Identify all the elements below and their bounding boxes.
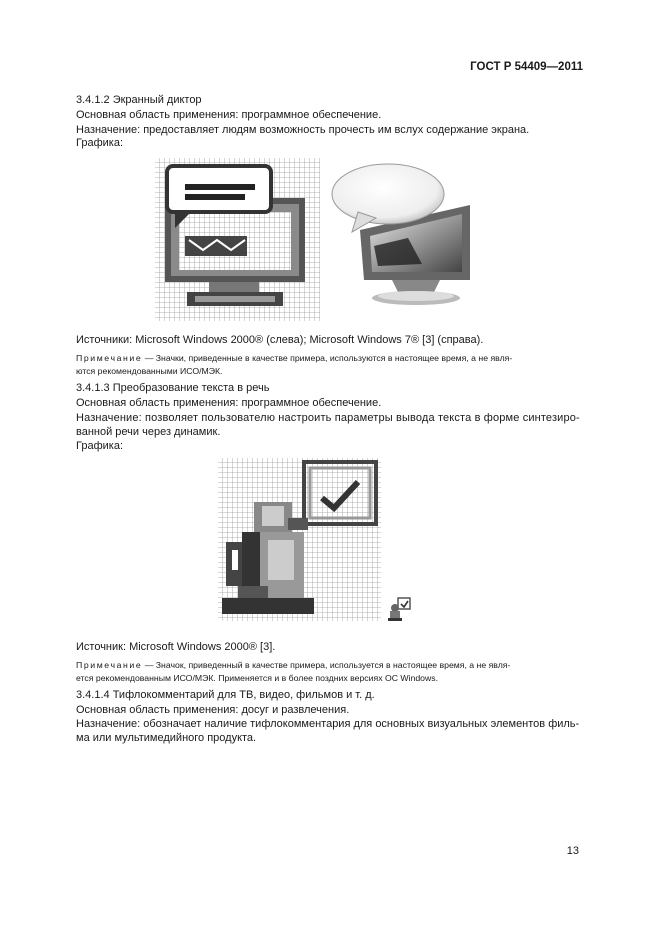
note-label: Примечание bbox=[76, 660, 143, 670]
note-paragraph bbox=[76, 352, 512, 365]
note-paragraph bbox=[76, 659, 510, 672]
section-heading-audio-description: 3.4.1.4 Тифлокомментарий для ТВ, видео, фильмов и т. д. bbox=[76, 689, 375, 701]
purpose-text: Назначение: обозначает наличие тифлокомментария для основных визуальных элементов филь- bbox=[76, 718, 580, 730]
application-area-text: Основная область применения: досуг и развлечения. bbox=[76, 704, 350, 716]
note-label: Примечание bbox=[76, 353, 143, 363]
application-area-text: Основная область применения: программное обеспечение. bbox=[76, 109, 382, 121]
purpose-text-continued: ванной речи через динамик. bbox=[76, 426, 221, 438]
text-to-speech-icon-large bbox=[218, 458, 381, 621]
graphics-label: Графика: bbox=[76, 137, 123, 149]
purpose-text-continued: ма или мультимедийного продукта. bbox=[76, 732, 257, 744]
section-heading-text-to-speech: 3.4.1.3 Преобразование текста в речь bbox=[76, 382, 270, 394]
narrator-icon-win2000 bbox=[155, 158, 320, 321]
figure-source-text: Источник: Microsoft Windows 2000® [3]. bbox=[76, 641, 276, 653]
note-text: — Значки, приведенные в качестве примера, используются в настоящее время, а не явля- bbox=[142, 353, 513, 363]
section-heading-screen-reader: 3.4.1.2 Экранный диктор bbox=[76, 94, 202, 106]
application-area-text: Основная область применения: программное обеспечение. bbox=[76, 397, 382, 409]
graphics-label: Графика: bbox=[76, 440, 123, 452]
standard-number: ГОСТ Р 54409—2011 bbox=[470, 61, 583, 73]
narrator-icon-win7 bbox=[330, 160, 480, 312]
note-text-continued: ются рекомендованными ИСО/МЭК. bbox=[76, 366, 223, 376]
note-text: — Значок, приведенный в качестве примера, используется в настоящее время, а не явля- bbox=[142, 660, 511, 670]
note-text-continued: ется рекомендованным ИСО/МЭК. Применяется и в более поздних версиях ОС Windows. bbox=[76, 673, 439, 683]
text-to-speech-icon-small bbox=[386, 596, 412, 622]
purpose-text: Назначение: предоставляет людям возможность прочесть им вслух содержание экрана. bbox=[76, 124, 530, 136]
purpose-text: Назначение: позволяет пользователю настроить параметры вывода текста в форме синтезиро- bbox=[76, 412, 580, 424]
page-number: 13 bbox=[566, 845, 579, 857]
figure-source-text: Источники: Microsoft Windows 2000® (слева); Microsoft Windows 7® [3] (справа). bbox=[76, 334, 484, 346]
